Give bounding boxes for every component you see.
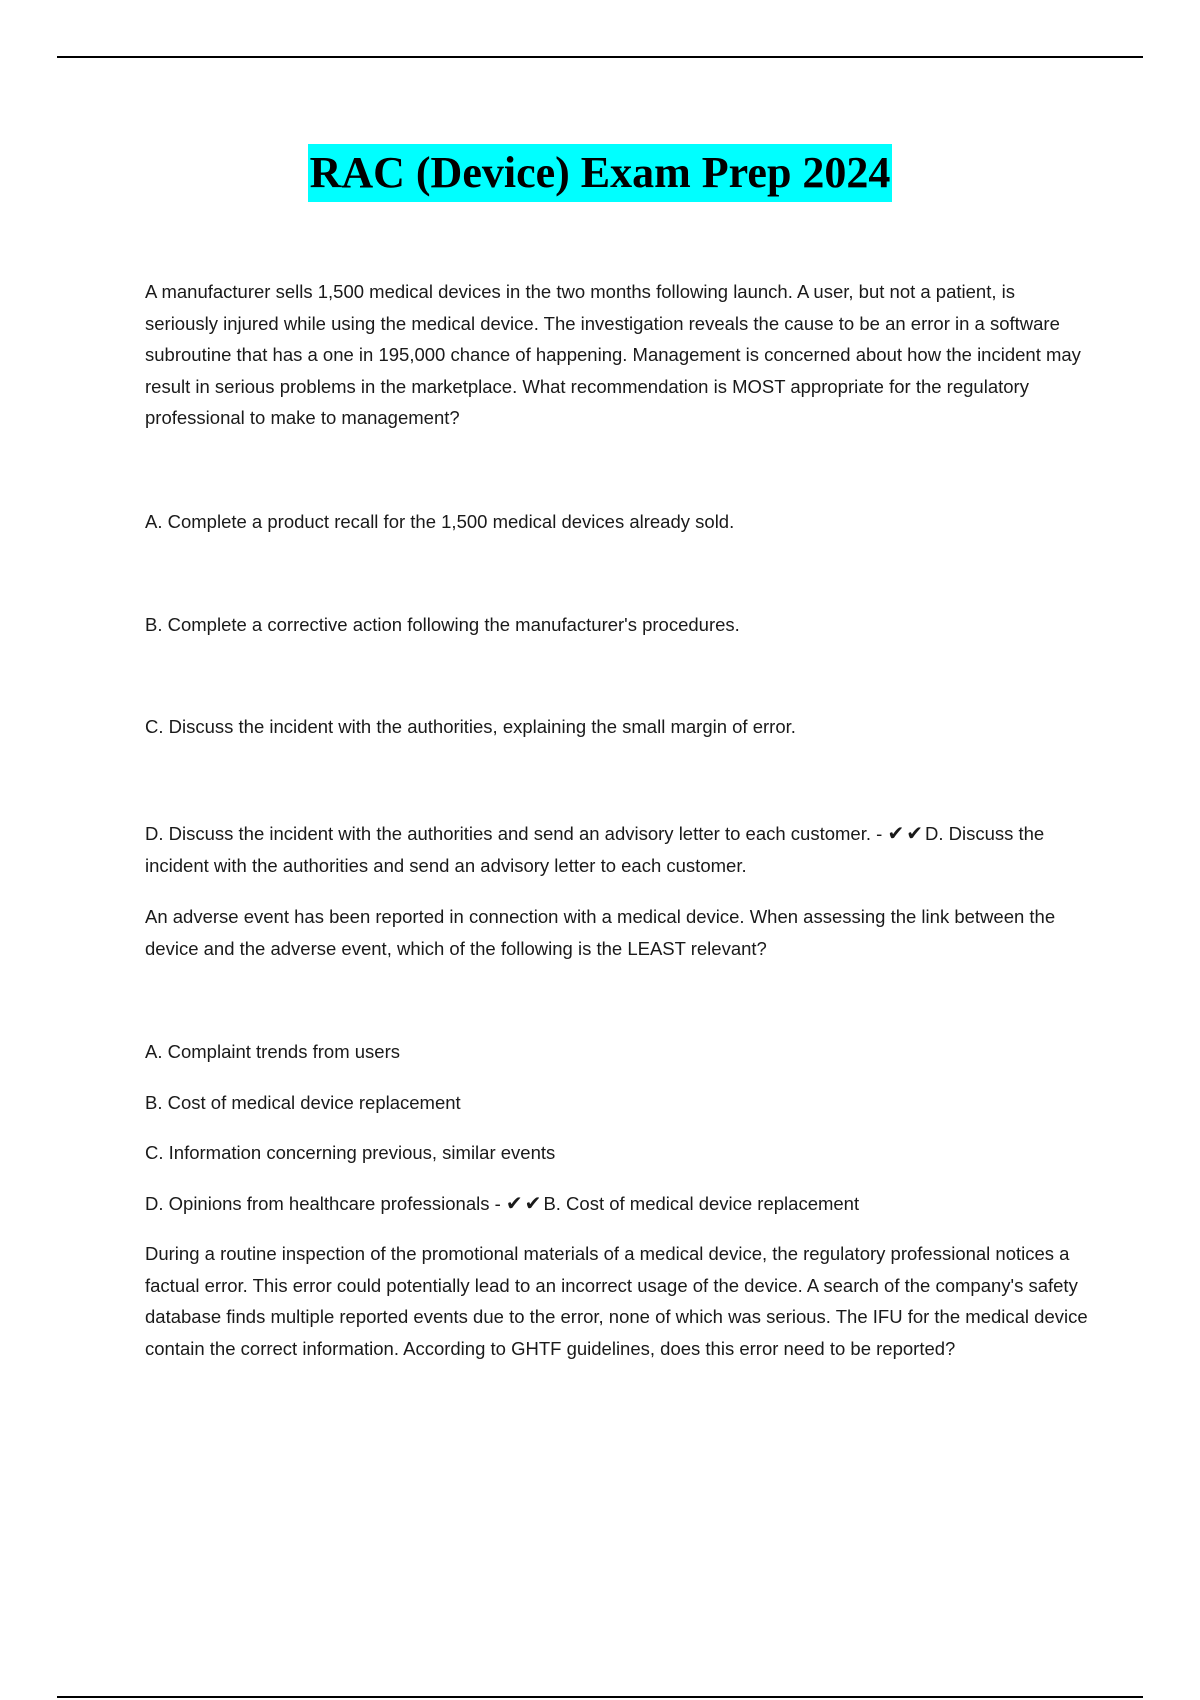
check-mark-icon: ✔✔ [887, 821, 925, 845]
bottom-rule [57, 1696, 1143, 1698]
question-1-option-b: B. Complete a corrective action following the manufacturer's procedures. [145, 614, 740, 635]
question-2-option-d-with-answer [145, 1188, 1090, 1220]
question-1-text: A manufacturer sells 1,500 medical devices in the two months following launch. A user, but not a patient, is seriously injured while using the medical device. The investigation reveals the cause to be an error in a software subroutine that has a one in 195,000 chance of happening. Management is concerned about how the incident may result in serious problems in the marketplace. What recommendation is MOST appropriate for the regulatory professional to make to management? [145, 281, 1081, 428]
top-rule [57, 56, 1143, 58]
question-1-option-d-with-answer [145, 818, 1090, 881]
question-3-text: During a routine inspection of the promotional materials of a medical device, the regulatory professional notices a factual error. This error could potentially lead to an incorrect usage of the device. A search of the company's safety database finds multiple reported events due to the error, none of which was serious. The IFU for the medical device contain the correct information. According to GHTF guidelines, does this error need to be reported? [145, 1243, 1088, 1359]
question-1-option-a: A. Complete a product recall for the 1,500 medical devices already sold. [145, 510, 735, 532]
question-2-option-a: A. Complaint trends from users [145, 1041, 400, 1062]
question-1-option-c: C. Discuss the incident with the authorities, explaining the small margin of error. [145, 715, 796, 737]
question-2-option-b: B. Cost of medical device replacement [145, 1091, 461, 1113]
title-block [0, 144, 1200, 202]
question-2-answer: B. Cost of medical device replacement [543, 1192, 860, 1214]
question-2-option-c: C. Information concerning previous, similar events [145, 1142, 556, 1163]
question-1-answer: D. Discuss the incident with the authorities and send an advisory letter to each customer. [145, 823, 1045, 876]
check-mark-icon: ✔✔ [505, 1190, 544, 1215]
question-2-text: An adverse event has been reported in connection with a medical device. When assessing the link between the device and the adverse event, which of the following is the LEAST relevant? [145, 906, 1056, 959]
document-body [145, 276, 1090, 1364]
question-1-option-d: D. Discuss the incident with the authorities and send an advisory letter to each customer. - [145, 823, 883, 844]
document-title: RAC (Device) Exam Prep 2024 [308, 144, 893, 202]
question-2-option-d: D. Opinions from healthcare professionals - [145, 1192, 501, 1214]
